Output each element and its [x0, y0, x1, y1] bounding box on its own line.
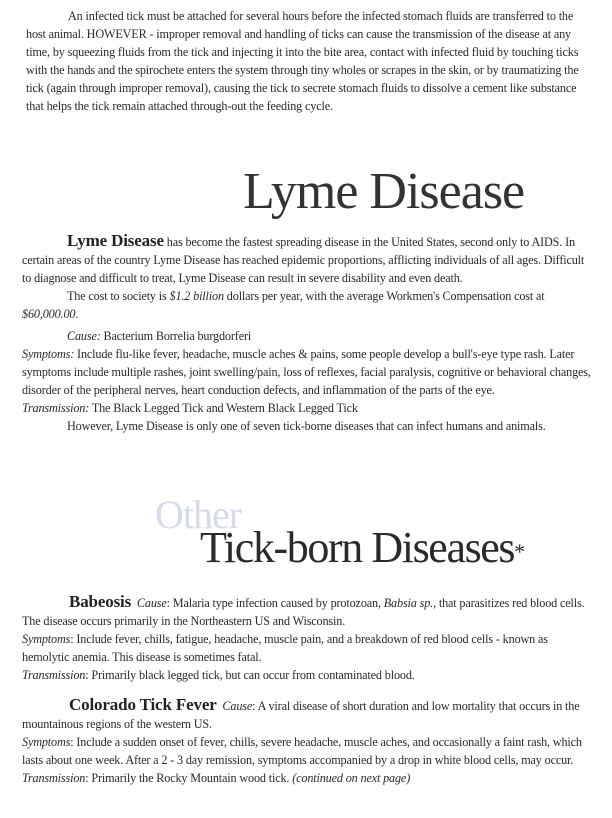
transmission-text: The Black Legged Tick and Western Black Legged Tick	[89, 401, 358, 415]
colorado-cause-paragraph	[22, 696, 596, 733]
diseases-section	[22, 593, 596, 799]
closing-text: However, Lyme Disease is only one of seven tick-borne diseases that can infect humans and animals.	[67, 419, 546, 433]
babeosis-species: Babsia sp.	[383, 596, 434, 610]
symptoms-text: Include flu-like fever, headache, muscle aches & pains, some people develop a bull's-eye type rash. Later symptoms include multiple rashes, joint swelling/pain, loss of reflexes, facial paralysis, cognitive or behavioral changes, disorder of the peripheral nerves, heart conduction defects, and inflammation of the parts of the eye.	[22, 347, 591, 397]
colorado-symptoms-text: : Include a sudden onset of fever, chills, severe headache, muscle aches, and occasionally a faint rash, which lasts about one week. After a 2 - 3 day remission, symptoms accompanied by a drop in white blood cells, may occur.	[22, 735, 582, 767]
tick-born-diseases-heading	[200, 520, 524, 576]
colorado-symptoms-label: Symptoms	[22, 735, 71, 749]
babeosis-block	[22, 593, 596, 684]
lyme-section	[22, 232, 594, 435]
cause-label: Cause:	[67, 329, 101, 343]
cost-end: .	[75, 307, 79, 321]
babeosis-cause-paragraph	[22, 593, 596, 630]
footnote-star: *	[514, 539, 524, 564]
lyme-transmission-line	[22, 399, 594, 417]
colorado-symptoms	[22, 733, 596, 769]
other-watermark-text: Other	[155, 492, 242, 537]
lyme-disease-heading: Lyme Disease	[243, 163, 525, 220]
lyme-cause-line	[22, 327, 594, 345]
transmission-label: Transmission:	[22, 401, 90, 415]
babeosis-symptoms-label: Symptoms	[22, 632, 71, 646]
lyme-cost-paragraph	[22, 287, 594, 323]
intro-paragraph: An infected tick must be attached for several hours before the infected stomach fluids are transferred to the host animal. HOWEVER - improper removal and handling of ticks can cause the transmission of the disease at any time, by squeezing fluids from the tick and injecting it into the bite area, contact with infected fluid by touching ticks with the hands and the spirochete enters the system through tiny wholes or scrapes in the skin, or by traumatizing the tick (again through improper removal), causing the tick to secrete stomach fluids to dissolve a cement like substance that helps the tick remain attached through-out the feeding cycle.	[26, 9, 579, 113]
cost-mid: dollars per year, with the average Workmen's Compensation cost at	[223, 289, 545, 303]
babeosis-symptoms-text: : Include fever, chills, fatigue, headache, muscle pain, and a breakdown of red blood cells - known as hemolytic anemia. This disease is sometimes fatal.	[22, 632, 548, 664]
babeosis-cause-label: Cause	[136, 596, 167, 610]
babeosis-transmission-text: : Primarily black legged tick, but can occur from contaminated blood.	[85, 668, 415, 682]
babeosis-symptoms	[22, 630, 596, 666]
colorado-transmission	[22, 769, 596, 787]
colorado-name: Colorado Tick Fever	[69, 695, 217, 714]
lyme-closing-line	[22, 417, 594, 435]
cost-pre: The cost to society is	[67, 289, 170, 303]
colorado-transmission-label: Transmission	[22, 771, 86, 785]
babeosis-cause-post: , that parasitizes red blood cells. The disease occurs primarily in the Northeastern US and Wisconsin.	[22, 596, 585, 628]
lyme-symptoms-paragraph	[22, 345, 594, 399]
cause-text: Bacterium Borrelia burgdorferi	[100, 329, 252, 343]
cost-average: $60,000.00	[22, 307, 76, 321]
babeosis-transmission-label: Transmission	[22, 668, 86, 682]
babeosis-transmission	[22, 666, 596, 684]
lyme-para1-text: has become the fastest spreading disease in the United States, second only to AIDS. In certain areas of the country Lyme Disease has reached epidemic proportions, afflicting individuals of all ages. Difficult to diagnose and difficult to treat, Lyme Disease can result in severe disability and even death.	[22, 235, 585, 285]
continued-note: (continued on next page)	[292, 771, 411, 785]
babeosis-name: Babeosis	[69, 592, 132, 611]
babeosis-cause-pre: : Malaria type infection caused by protozoan,	[166, 596, 384, 610]
symptoms-label: Symptoms:	[22, 347, 75, 361]
cost-value: $1.2 billion	[169, 289, 224, 303]
colorado-transmission-text: : Primarily the Rocky Mountain wood tick.	[85, 771, 293, 785]
tick-heading-text: Tick-born Diseases	[200, 523, 515, 572]
colorado-cause-label: Cause	[222, 699, 253, 713]
colorado-tick-fever-block	[22, 696, 596, 787]
colorado-cause-text: : A viral disease of short duration and low mortality that occurs in the mountainous regions of the western US.	[22, 699, 580, 731]
lyme-lead-term: Lyme Disease	[67, 231, 164, 250]
lyme-intro-paragraph	[22, 232, 594, 287]
